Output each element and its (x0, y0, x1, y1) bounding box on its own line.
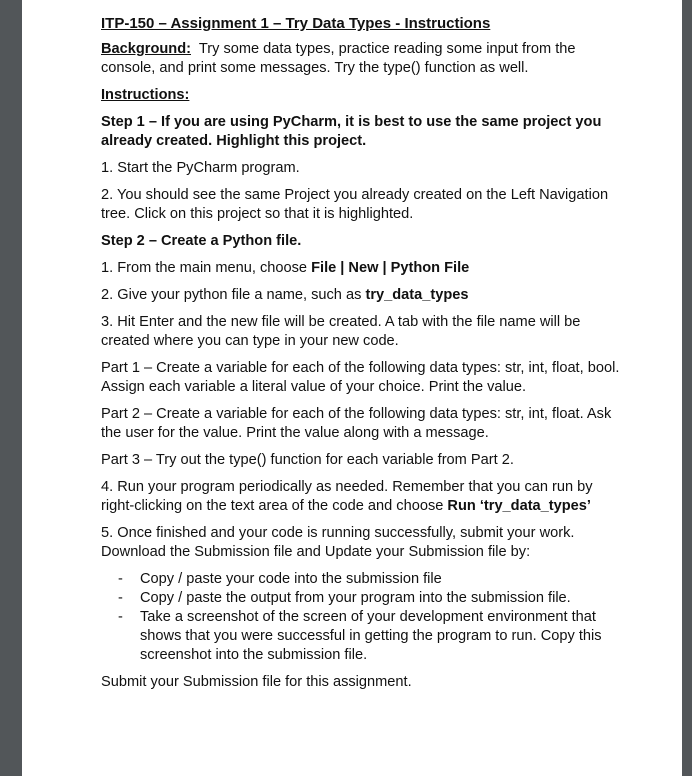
step2-item-2 (101, 286, 621, 305)
step2-item-1 (101, 259, 621, 278)
step2-item-2-text: 2. Give your python file a name, such as (101, 287, 366, 303)
step1-heading: Step 1 – If you are using PyCharm, it is best to use the same project you already created. Highlight this project. (101, 114, 602, 149)
step2-item-4-text: 4. Run your program periodically as needed. Remember that you can run by right-clicking on the text area of the code and choose (101, 479, 593, 514)
step2-item-1-text: 1. From the main menu, choose (101, 260, 312, 276)
document-page (22, 0, 682, 776)
final-instruction: Submit your Submission file for this assignment. (101, 674, 412, 690)
step2-item-3: 3. Hit Enter and the new file will be created. A tab with the file name will be created where you can type in your new code. (101, 314, 581, 349)
background-label: Background: (101, 41, 191, 57)
step1-item-2: 2. You should see the same Project you already created on the Left Navigation tree. Click on this project so that it is highlighted. (101, 187, 609, 222)
step1-item-1: 1. Start the PyCharm program. (101, 160, 300, 176)
submission-list (101, 570, 621, 665)
file-name: try_data_types (365, 287, 469, 303)
step2-heading: Step 2 – Create a Python file. (101, 233, 302, 249)
list-item: - Copy / paste your code into the submission file (118, 571, 442, 587)
step2-item-5: 5. Once finished and your code is running successfully, submit your work. Download the Submission file and Update your Submission file by: (101, 525, 575, 560)
background-paragraph (101, 40, 621, 78)
run-command: Run ‘try_data_types’ (447, 498, 591, 514)
menu-path: File | New | Python File (311, 260, 470, 276)
part-3: Part 3 – Try out the type() function for each variable from Part 2. (101, 452, 514, 468)
list-item: - Copy / paste the output from your program into the submission file. (118, 590, 571, 606)
part-2: Part 2 – Create a variable for each of the following data types: str, int, float. Ask the user for the value. Print the value along with a message. (101, 406, 612, 441)
page-title: ITP-150 – Assignment 1 – Try Data Types - Instructions (101, 15, 491, 32)
list-item: - Take a screenshot of the screen of your development environment that shows that you were successful in getting the program to run. Copy this screenshot into the submission file. (118, 609, 602, 663)
document-content (101, 14, 621, 700)
background-text: Try some data types, practice reading some input from the console, and print some messages. Try the type() function as well. (101, 41, 576, 76)
instructions-heading: Instructions: (101, 87, 190, 103)
step2-item-4 (101, 478, 621, 516)
part-1: Part 1 – Create a variable for each of the following data types: str, int, float, bool. Assign each variable a literal value of your choice. Print the value. (101, 360, 620, 395)
